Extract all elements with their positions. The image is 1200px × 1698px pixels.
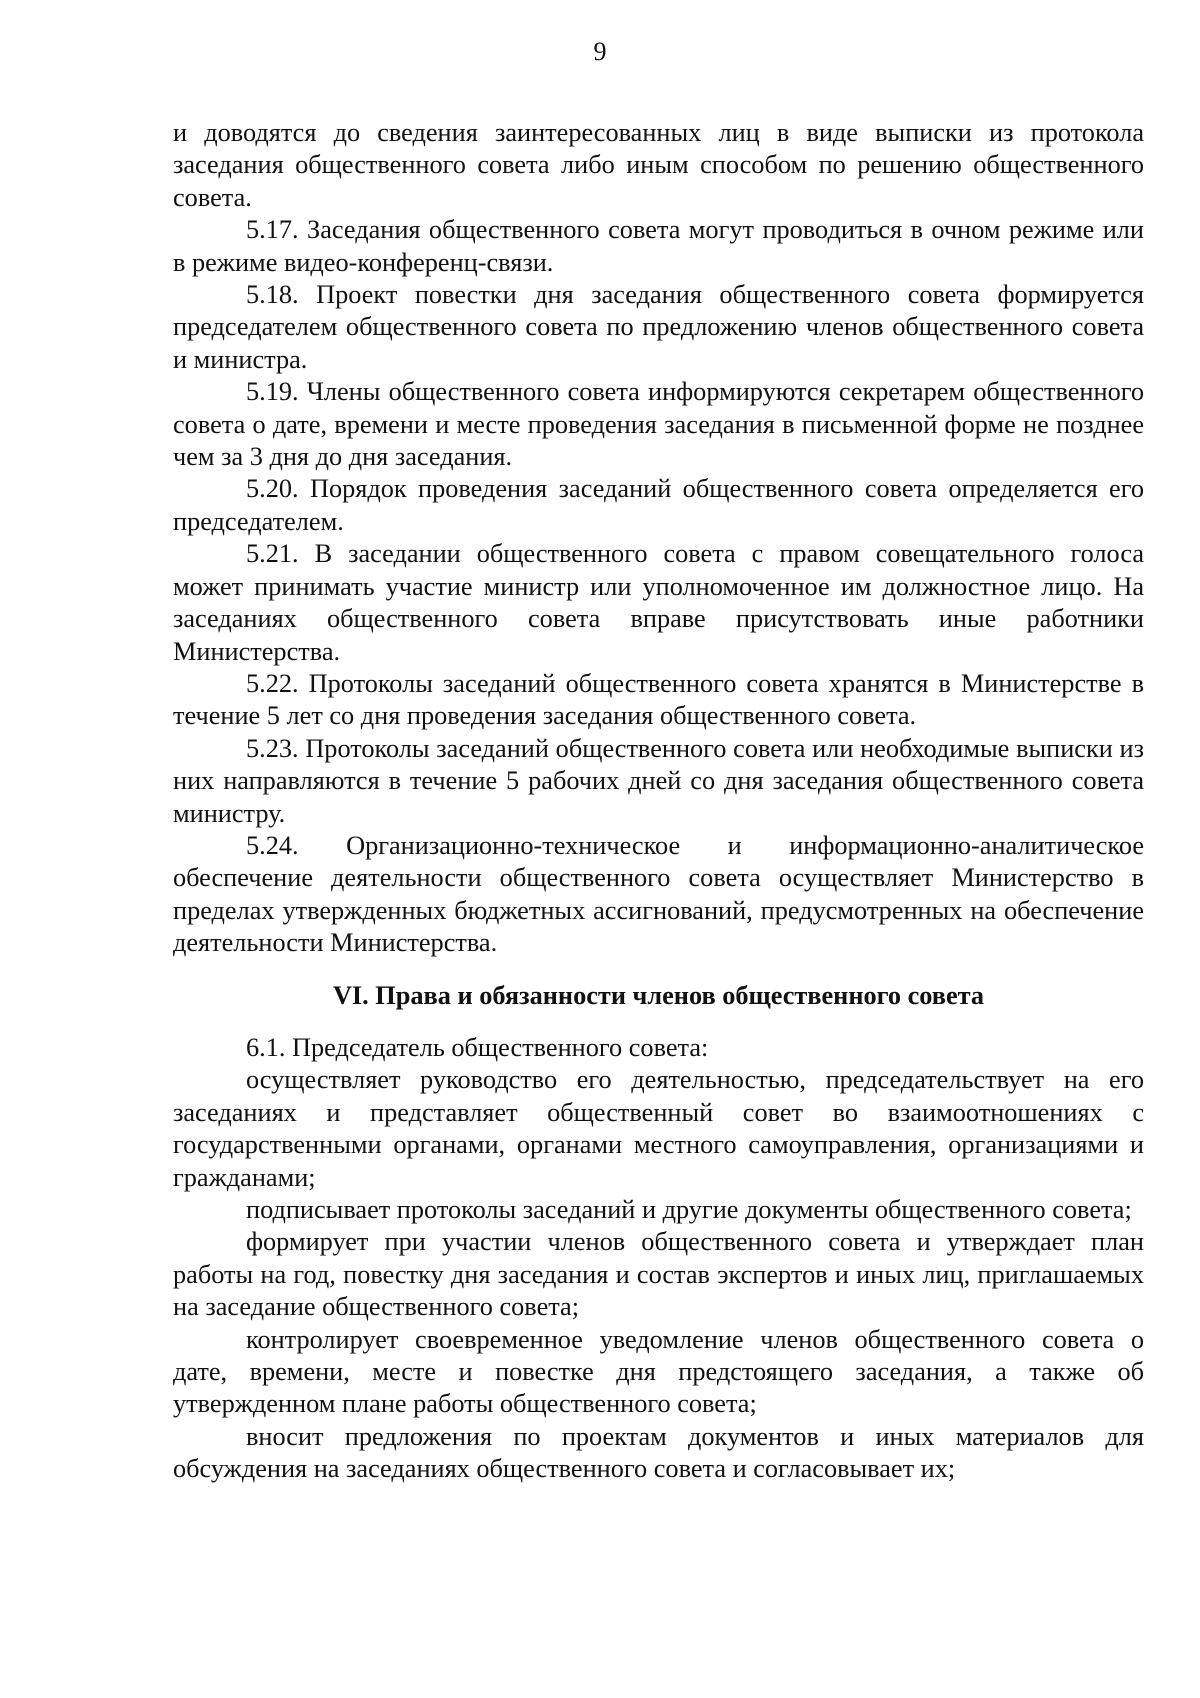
paragraph-5-19: 5.19. Члены общественного совета информируются секретарем общественного совета о дате, времени и месте проведения заседания в письменной форме не позднее чем за 3 дня до дня заседания. xyxy=(173,377,1144,472)
paragraph-5-21: 5.21. В заседании общественного совета с правом совещательного голоса может принимать участие министр или уполномоченное им должностное лицо. На заседаниях общественного совета вправе присутствовать иные работники Министерства. xyxy=(173,539,1144,666)
list-item-chair-duty-4: контролирует своевременное уведомление членов общественного совета о дате, времени, месте и повестке дня предстоящего заседания, а также об утвержденном плане работы общественного совета; xyxy=(173,1324,1144,1419)
paragraph-5-18: 5.18. Проект повестки дня заседания общественного совета формируется председателем общественного совета по предложению членов общественного совета и министра. xyxy=(173,280,1144,374)
paragraph-continuation: и доводятся до сведения заинтересованных лиц в виде выписки из протокола заседания общественного совета либо иным способом по решению общественного совета. xyxy=(173,118,1144,212)
paragraph-5-22: 5.22. Протоколы заседаний общественного совета хранятся в Министерстве в течение 5 лет со дня проведения заседания общественного совета. xyxy=(173,668,1144,731)
section-title: VI. Права и обязанности членов общественного совета xyxy=(332,980,985,1010)
paragraph-5-20: 5.20. Порядок проведения заседаний общественного совета определяется его председателем. xyxy=(173,474,1144,536)
paragraph-5-23: 5.23. Протоколы заседаний общественного совета или необходимые выписки из них направляются в течение 5 рабочих дней со дня заседания общественного совета министру. xyxy=(173,733,1144,828)
list-item-chair-duty-5: вносит предложения по проектам документов и иных материалов для обсуждения на заседаниях общественного совета и согласовывает их; xyxy=(173,1421,1144,1484)
paragraph-5-24: 5.24. Организационно-техническое и информационно-аналитическое обеспечение деятельности общественного совета осуществляет Министерство в пределах утвержденных бюджетных ассигнований, предусмотренных на обеспечение деятельности Министерства. xyxy=(173,830,1144,958)
page-number: 9 xyxy=(593,37,607,66)
paragraph-6-1: 6.1. Председатель общественного совета: xyxy=(246,1032,709,1062)
list-item-chair-duty-2: подписывает протоколы заседаний и другие документы общественного совета; xyxy=(246,1195,1132,1224)
list-item-chair-duty-1: осуществляет руководство его деятельностью, председательствует на его заседаниях и представляет общественный совет во взаимоотношениях с государственными органами, органами местного самоуправления, организациями и гражданами; xyxy=(173,1065,1144,1192)
document-body xyxy=(173,117,1144,1486)
list-item-chair-duty-3: формирует при участии членов общественного совета и утверждает план работы на год, повестку дня заседания и состав экспертов и иных лиц, приглашаемых на заседание общественного совета; xyxy=(173,1227,1144,1322)
paragraph-5-17: 5.17. Заседания общественного совета могут проводиться в очном режиме или в режиме видео-конференц-связи. xyxy=(173,215,1144,277)
